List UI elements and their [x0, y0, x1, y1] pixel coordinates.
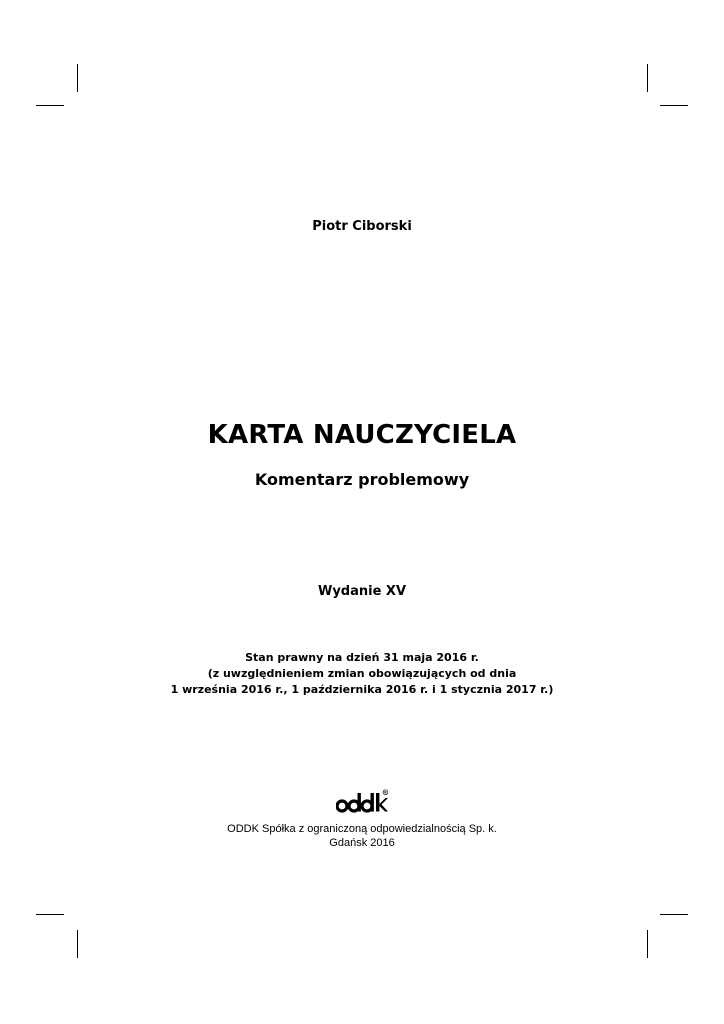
- author-name: Piotr Ciborski: [312, 219, 412, 234]
- crop-mark-bottom-left-horizontal: [36, 914, 64, 915]
- crop-mark-top-right-vertical: [647, 64, 648, 92]
- book-subtitle: Komentarz problemowy: [254, 470, 470, 489]
- crop-mark-bottom-left-vertical: [77, 930, 78, 958]
- crop-mark-bottom-right-horizontal: [660, 914, 688, 915]
- legal-state-line-3: 1 września 2016 r., 1 października 2016 r. i 1 stycznia 2017 r.): [170, 683, 554, 696]
- publisher-name: ODDK Spółka z ograniczoną odpowiedzialnością Sp. k.: [227, 823, 497, 835]
- crop-mark-top-left-vertical: [77, 64, 78, 92]
- book-title: KARTA NAUCZYCIELA: [207, 420, 517, 450]
- crop-mark-bottom-right-vertical: [647, 930, 648, 958]
- legal-state-line-2: (z uwzględnieniem zmian obowiązujących od dnia: [207, 667, 517, 680]
- publisher-city-year: Gdańsk 2016: [329, 837, 395, 849]
- edition-label: Wydanie XV: [317, 584, 407, 599]
- crop-mark-top-left-horizontal: [36, 105, 64, 106]
- svg-text:R: R: [384, 790, 387, 795]
- legal-state-line-1: Stan prawny na dzień 31 maja 2016 r.: [245, 651, 479, 664]
- publisher-info: [0, 822, 724, 850]
- crop-mark-top-right-horizontal: [660, 105, 688, 106]
- legal-state-note: [0, 650, 724, 698]
- oddk-logo: [336, 789, 388, 815]
